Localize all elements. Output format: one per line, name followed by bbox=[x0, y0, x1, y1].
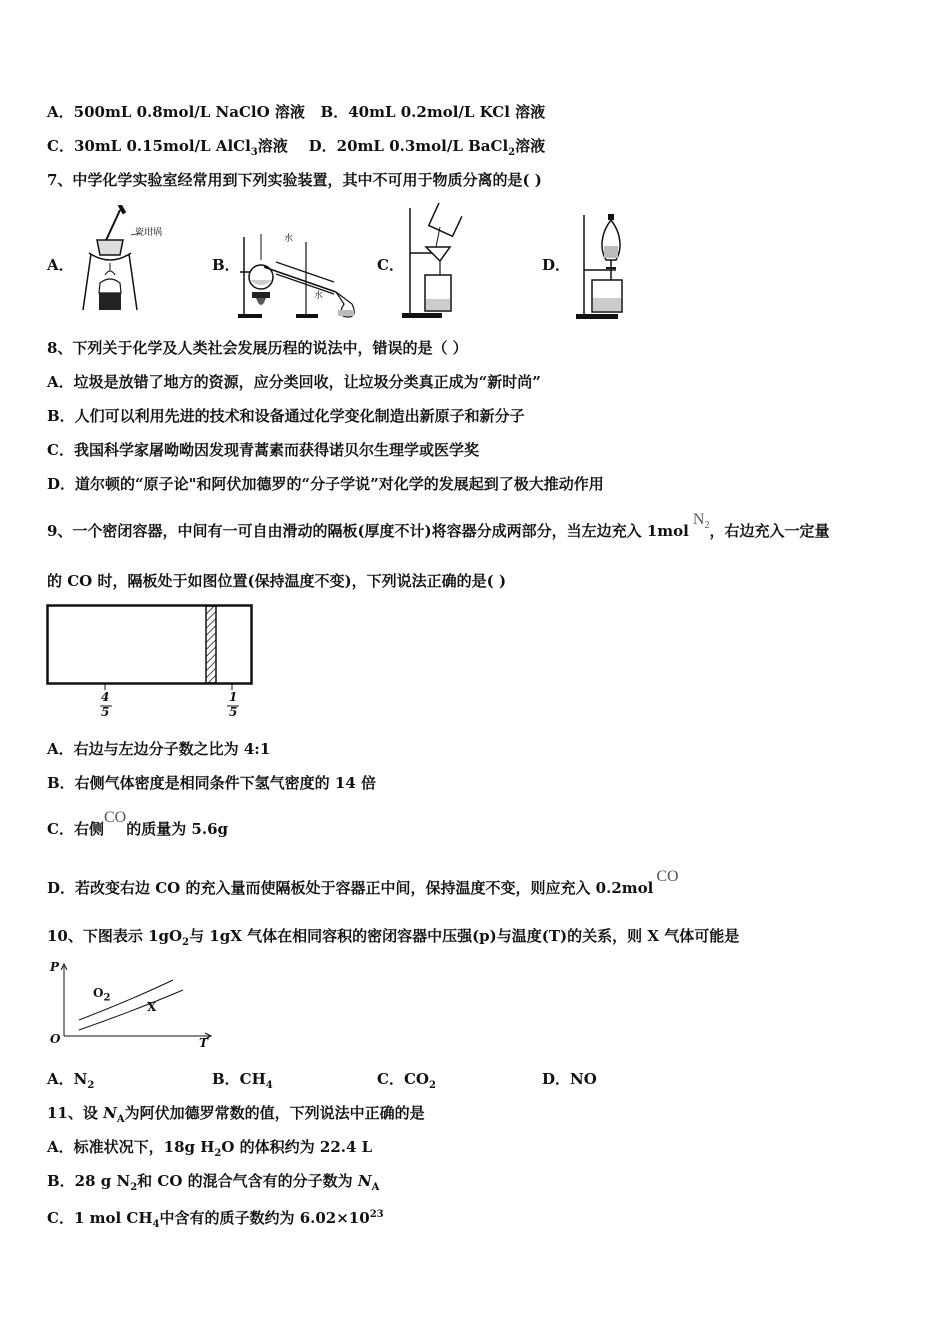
q10-option-c: C．$CO_2$ bbox=[377, 1070, 436, 1091]
q9-option-d: D．若改变右边 CO 的充入量而使隔板处于容器正中间，保持温度不变，则应充入 0.2molCO bbox=[47, 868, 679, 897]
q8-option-c: C．我国科学家屠呦呦因发现青蒿素而获得诺贝尔生理学或医学奖 bbox=[47, 441, 479, 459]
q8-option-a: A．垃圾是放错了地方的资源，应分类回收，让垃圾分类真正成为“新时尚” bbox=[47, 373, 541, 391]
q6-option-c: C．30mL 0.15mol/L AlCl$_3$溶液 bbox=[47, 137, 288, 158]
q11-option-c: C．1 mol $CH_4$中含有的质子数约为 $6.02\times 10^{23}$ bbox=[47, 1209, 384, 1230]
q10-stem: 10、下图表示 $1gO_2$与 1gX 气体在相同容积的密闭容器中压强(p)与温度(T)的关系，则 X 气体可能是 bbox=[47, 927, 740, 948]
q7-figure-b-distillation bbox=[236, 232, 361, 322]
q9-option-a: A．右边与左边分子数之比为 4:1 bbox=[47, 740, 271, 758]
q9-fig-left-denominator: 5 bbox=[101, 705, 110, 719]
q10-graph-x-curve-label: X bbox=[147, 1000, 157, 1014]
q11-option-b: B．28 g $N_2$和 CO 的混合气含有的分子数为 $N_A$ bbox=[47, 1172, 380, 1193]
q7-stem: 7、中学化学实验室经常用到下列实验装置，其中不可用于物质分离的是( ) bbox=[47, 171, 542, 189]
q7-label-c: C． bbox=[377, 256, 404, 274]
q10-graph-origin: O bbox=[50, 1032, 61, 1046]
q6-option-a: A．500mL 0.8mol/L NaClO 溶液 bbox=[47, 103, 305, 121]
q6-option-row-1 bbox=[47, 102, 545, 122]
q7-fig-b-water-in: 水 bbox=[284, 234, 294, 244]
q7-label-d: D． bbox=[542, 256, 571, 274]
q10-option-b: B．$CH_4$ bbox=[212, 1070, 273, 1091]
q6-option-b: B．40mL 0.2mol/L KCl 溶液 bbox=[320, 103, 546, 121]
q9-n2-formula: $N_2$ bbox=[692, 511, 710, 532]
q7-figure-a-crucible bbox=[75, 205, 165, 320]
q10-option-a: A．$N_2$ bbox=[47, 1070, 95, 1091]
q8-option-d: D．道尔顿的“原子论"和阿伏加德罗的“分子学说”对化学的发展起到了极大推动作用 bbox=[47, 475, 604, 493]
q9-stem-line1: 9、一个密闭容器，中间有一可自由滑动的隔板(厚度不计)将容器分成两部分，当左边充入 1molN$_2$，右边充入一定量 bbox=[47, 511, 830, 540]
q9-co-formula-d: CO bbox=[656, 868, 679, 885]
q7-label-a: A． bbox=[47, 256, 74, 274]
q11-stem: 11、设 $N_A$为阿伏加德罗常数的值，下列说法中正确的是 bbox=[47, 1104, 425, 1125]
q6-option-d: D．20mL 0.3mol/L BaCl$_2$溶液 bbox=[308, 137, 546, 158]
q10-option-d: D．NO bbox=[542, 1070, 597, 1088]
q10-pressure-temperature-graph bbox=[46, 960, 221, 1052]
q9-co-formula-c: CO bbox=[103, 809, 127, 826]
q9-container-figure bbox=[46, 604, 261, 722]
q9-fig-left-numerator: 4 bbox=[101, 690, 110, 704]
q7-figure-c-filtration bbox=[400, 203, 475, 321]
q7-figure-d-separatory-funnel bbox=[572, 210, 632, 322]
q9-fig-right-denominator: 5 bbox=[229, 705, 238, 719]
q8-stem: 8、下列关于化学及人类社会发展历程的说法中，错误的是（ ） bbox=[47, 339, 468, 357]
q9-stem-line2: 的 CO 时，隔板处于如图位置(保持温度不变)，下列说法正确的是( ) bbox=[47, 572, 507, 590]
q7-fig-a-caption: 瓷坩埚 bbox=[135, 228, 163, 238]
q8-option-b: B．人们可以利用先进的技术和设备通过化学变化制造出新原子和新分子 bbox=[47, 407, 525, 425]
q10-graph-x-label: T bbox=[199, 1036, 208, 1050]
q7-fig-b-water-out: 水 bbox=[314, 291, 324, 301]
q10-graph-o2-label: $O_2$ bbox=[93, 986, 111, 1004]
q6-option-row-2 bbox=[47, 136, 545, 163]
q9-option-b: B．右侧气体密度是相同条件下氢气密度的 14 倍 bbox=[47, 774, 376, 792]
q10-graph-y-label: P bbox=[50, 960, 60, 974]
q7-label-b: B． bbox=[212, 256, 240, 274]
q9-fig-right-numerator: 1 bbox=[229, 690, 238, 704]
q9-option-c: C．右侧CO的质量为 5.6g bbox=[47, 809, 228, 838]
q11-option-a: A．标准状况下，18g $H_2O$ 的体积约为 22.4 L bbox=[47, 1138, 373, 1159]
